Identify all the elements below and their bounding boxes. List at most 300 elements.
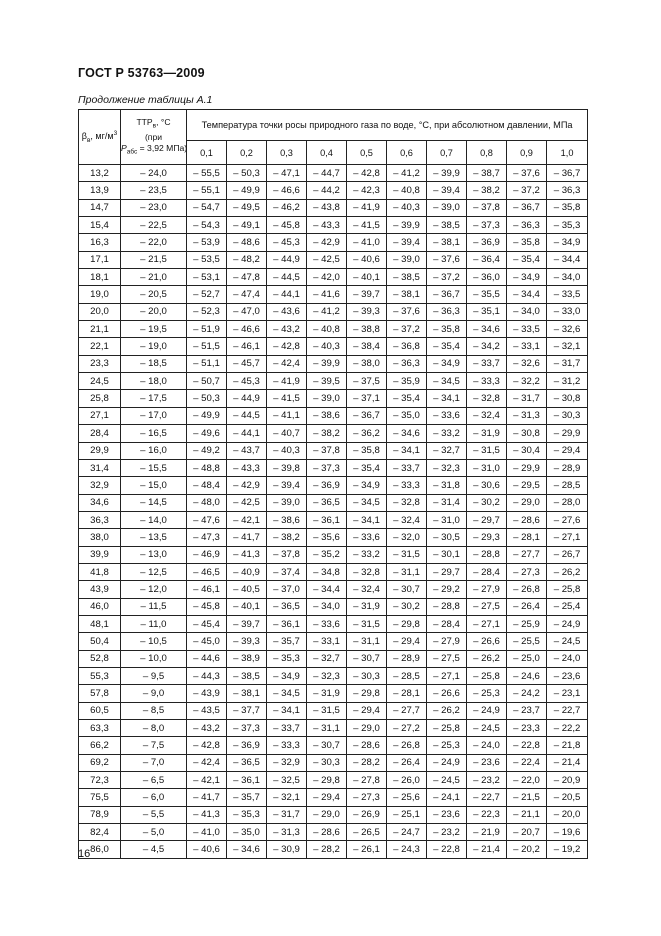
cell-dew-point: – 36,4 <box>467 251 507 268</box>
table-row <box>79 841 588 858</box>
cell-dew-point: – 37,6 <box>387 303 427 320</box>
cell-dew-point: – 26,9 <box>347 806 387 823</box>
cell-dew-point: – 46,1 <box>227 338 267 355</box>
cell-dew-point: – 50,3 <box>187 390 227 407</box>
cell-dew-point: – 30,2 <box>387 598 427 615</box>
cell-dew-point: – 46,9 <box>187 546 227 563</box>
cell-dew-point: – 34,1 <box>267 702 307 719</box>
cell-dew-point: – 26,2 <box>467 650 507 667</box>
cell-ttr: – 15,0 <box>121 477 187 494</box>
cell-dew-point: – 40,1 <box>227 598 267 615</box>
cell-dew-point: – 52,3 <box>187 303 227 320</box>
cell-ttr: – 4,5 <box>121 841 187 858</box>
cell-dew-point: – 32,0 <box>387 529 427 546</box>
cell-dew-point: – 31,9 <box>467 425 507 442</box>
cell-ttr: – 10,0 <box>121 650 187 667</box>
cell-dew-point: – 36,2 <box>347 425 387 442</box>
cell-dew-point: – 30,4 <box>507 442 547 459</box>
cell-beta: 13,2 <box>79 165 121 182</box>
table-row <box>79 598 588 615</box>
cell-dew-point: – 54,3 <box>187 217 227 234</box>
cell-dew-point: – 38,6 <box>307 407 347 424</box>
cell-dew-point: – 22,8 <box>427 841 467 858</box>
cell-dew-point: – 32,6 <box>507 355 547 372</box>
cell-dew-point: – 26,8 <box>387 737 427 754</box>
cell-dew-point: – 29,4 <box>347 702 387 719</box>
cell-dew-point: – 33,0 <box>547 303 588 320</box>
cell-dew-point: – 30,1 <box>427 546 467 563</box>
cell-dew-point: – 27,8 <box>347 772 387 789</box>
cell-dew-point: – 46,2 <box>267 199 307 216</box>
cell-dew-point: – 36,9 <box>227 737 267 754</box>
cell-dew-point: – 35,4 <box>427 338 467 355</box>
cell-dew-point: – 26,0 <box>387 772 427 789</box>
cell-dew-point: – 37,8 <box>307 442 347 459</box>
table-row <box>79 650 588 667</box>
cell-dew-point: – 35,0 <box>387 407 427 424</box>
cell-dew-point: – 36,3 <box>547 182 588 199</box>
pressure-header-cell: 0,2 <box>227 141 267 165</box>
cell-dew-point: – 29,5 <box>507 477 547 494</box>
cell-dew-point: – 39,3 <box>347 303 387 320</box>
cell-dew-point: – 33,3 <box>467 373 507 390</box>
table-row <box>79 459 588 476</box>
cell-dew-point: – 37,2 <box>427 269 467 286</box>
cell-beta: 69,2 <box>79 754 121 771</box>
dew-point-table <box>78 109 588 859</box>
table-row <box>79 511 588 528</box>
cell-dew-point: – 25,4 <box>547 598 588 615</box>
cell-dew-point: – 20,9 <box>547 772 588 789</box>
cell-dew-point: – 30,8 <box>547 390 588 407</box>
cell-dew-point: – 24,5 <box>467 720 507 737</box>
cell-dew-point: – 31,5 <box>387 546 427 563</box>
cell-dew-point: – 29,9 <box>547 425 588 442</box>
cell-beta: 66,2 <box>79 737 121 754</box>
cell-dew-point: – 32,8 <box>467 390 507 407</box>
cell-dew-point: – 34,0 <box>507 303 547 320</box>
cell-dew-point: – 44,1 <box>267 286 307 303</box>
cell-dew-point: – 36,5 <box>267 598 307 615</box>
table-row <box>79 321 588 338</box>
cell-dew-point: – 32,5 <box>267 772 307 789</box>
cell-dew-point: – 43,2 <box>267 321 307 338</box>
cell-dew-point: – 33,5 <box>507 321 547 338</box>
cell-dew-point: – 24,9 <box>467 702 507 719</box>
cell-dew-point: – 27,3 <box>347 789 387 806</box>
cell-dew-point: – 32,1 <box>267 789 307 806</box>
cell-dew-point: – 47,1 <box>267 165 307 182</box>
cell-ttr: – 8,0 <box>121 720 187 737</box>
cell-dew-point: – 36,1 <box>227 772 267 789</box>
cell-ttr: – 24,0 <box>121 165 187 182</box>
cell-dew-point: – 31,0 <box>467 459 507 476</box>
cell-dew-point: – 34,9 <box>507 269 547 286</box>
table-row <box>79 806 588 823</box>
cell-dew-point: – 37,7 <box>227 702 267 719</box>
cell-dew-point: – 24,7 <box>387 824 427 841</box>
cell-dew-point: – 22,3 <box>467 806 507 823</box>
cell-dew-point: – 32,2 <box>507 373 547 390</box>
cell-dew-point: – 19,6 <box>547 824 588 841</box>
cell-dew-point: – 35,7 <box>227 789 267 806</box>
cell-ttr: – 14,5 <box>121 494 187 511</box>
cell-dew-point: – 30,3 <box>307 754 347 771</box>
cell-dew-point: – 34,9 <box>267 667 307 684</box>
cell-dew-point: – 30,8 <box>507 425 547 442</box>
cell-dew-point: – 31,0 <box>427 511 467 528</box>
cell-dew-point: – 39,0 <box>387 251 427 268</box>
cell-dew-point: – 41,9 <box>347 199 387 216</box>
cell-dew-point: – 21,1 <box>507 806 547 823</box>
cell-dew-point: – 48,8 <box>187 459 227 476</box>
cell-dew-point: – 28,2 <box>347 754 387 771</box>
table-row <box>79 789 588 806</box>
cell-dew-point: – 29,4 <box>547 442 588 459</box>
cell-dew-point: – 28,9 <box>387 650 427 667</box>
cell-dew-point: – 44,3 <box>187 667 227 684</box>
cell-dew-point: – 25,0 <box>507 650 547 667</box>
cell-dew-point: – 27,6 <box>547 511 588 528</box>
cell-ttr: – 11,0 <box>121 615 187 632</box>
cell-dew-point: – 42,9 <box>307 234 347 251</box>
cell-beta: 16,3 <box>79 234 121 251</box>
cell-dew-point: – 31,4 <box>427 494 467 511</box>
cell-dew-point: – 40,8 <box>387 182 427 199</box>
cell-dew-point: – 28,1 <box>387 685 427 702</box>
cell-dew-point: – 51,5 <box>187 338 227 355</box>
cell-dew-point: – 40,3 <box>307 338 347 355</box>
cell-dew-point: – 48,0 <box>187 494 227 511</box>
table-row <box>79 581 588 598</box>
cell-dew-point: – 40,3 <box>267 442 307 459</box>
cell-dew-point: – 40,6 <box>347 251 387 268</box>
cell-dew-point: – 31,7 <box>507 390 547 407</box>
table-row <box>79 182 588 199</box>
cell-dew-point: – 37,3 <box>467 217 507 234</box>
cell-dew-point: – 40,7 <box>267 425 307 442</box>
cell-dew-point: – 28,5 <box>547 477 588 494</box>
cell-dew-point: – 53,9 <box>187 234 227 251</box>
cell-dew-point: – 42,1 <box>187 772 227 789</box>
cell-dew-point: – 41,5 <box>347 217 387 234</box>
cell-dew-point: – 20,7 <box>507 824 547 841</box>
cell-beta: 15,4 <box>79 217 121 234</box>
cell-dew-point: – 41,7 <box>187 789 227 806</box>
cell-dew-point: – 34,5 <box>427 373 467 390</box>
cell-dew-point: – 44,5 <box>227 407 267 424</box>
cell-dew-point: – 33,2 <box>347 546 387 563</box>
cell-dew-point: – 34,0 <box>307 598 347 615</box>
cell-dew-point: – 34,5 <box>267 685 307 702</box>
cell-dew-point: – 51,1 <box>187 355 227 372</box>
cell-dew-point: – 28,5 <box>387 667 427 684</box>
cell-dew-point: – 43,3 <box>227 459 267 476</box>
cell-dew-point: – 35,7 <box>267 633 307 650</box>
cell-dew-point: – 26,1 <box>347 841 387 858</box>
cell-dew-point: – 29,2 <box>427 581 467 598</box>
cell-dew-point: – 33,6 <box>307 615 347 632</box>
cell-dew-point: – 36,7 <box>347 407 387 424</box>
cell-dew-point: – 36,3 <box>427 303 467 320</box>
cell-dew-point: – 34,5 <box>347 494 387 511</box>
pressure-header-cell: 0,7 <box>427 141 467 165</box>
cell-ttr: – 13,0 <box>121 546 187 563</box>
cell-dew-point: – 29,0 <box>347 720 387 737</box>
cell-dew-point: – 30,9 <box>267 841 307 858</box>
cell-dew-point: – 22,7 <box>547 702 588 719</box>
cell-dew-point: – 35,4 <box>507 251 547 268</box>
cell-dew-point: – 27,1 <box>547 529 588 546</box>
cell-dew-point: – 33,3 <box>387 477 427 494</box>
cell-dew-point: – 35,0 <box>227 824 267 841</box>
cell-dew-point: – 35,4 <box>347 459 387 476</box>
cell-dew-point: – 36,8 <box>387 338 427 355</box>
cell-dew-point: – 42,8 <box>187 737 227 754</box>
cell-dew-point: – 22,4 <box>507 754 547 771</box>
cell-dew-point: – 33,7 <box>467 355 507 372</box>
cell-dew-point: – 36,9 <box>467 234 507 251</box>
cell-dew-point: – 32,3 <box>307 667 347 684</box>
cell-ttr: – 18,0 <box>121 373 187 390</box>
cell-dew-point: – 28,6 <box>307 824 347 841</box>
pressure-header-cell: 0,6 <box>387 141 427 165</box>
cell-beta: 25,8 <box>79 390 121 407</box>
cell-dew-point: – 25,8 <box>547 581 588 598</box>
cell-dew-point: – 45,8 <box>267 217 307 234</box>
cell-dew-point: – 29,4 <box>307 789 347 806</box>
cell-dew-point: – 37,3 <box>307 459 347 476</box>
cell-dew-point: – 27,1 <box>427 667 467 684</box>
cell-dew-point: – 31,5 <box>347 615 387 632</box>
cell-dew-point: – 49,5 <box>227 199 267 216</box>
cell-dew-point: – 24,0 <box>547 650 588 667</box>
cell-dew-point: – 24,5 <box>427 772 467 789</box>
cell-dew-point: – 34,9 <box>347 477 387 494</box>
table-row <box>79 303 588 320</box>
table-row <box>79 338 588 355</box>
cell-dew-point: – 29,8 <box>347 685 387 702</box>
cell-dew-point: – 35,2 <box>307 546 347 563</box>
cell-dew-point: – 40,1 <box>347 269 387 286</box>
cell-dew-point: – 44,9 <box>227 390 267 407</box>
cell-dew-point: – 43,2 <box>187 720 227 737</box>
cell-dew-point: – 48,2 <box>227 251 267 268</box>
cell-beta: 32,9 <box>79 477 121 494</box>
cell-dew-point: – 26,5 <box>347 824 387 841</box>
cell-ttr: – 6,0 <box>121 789 187 806</box>
cell-dew-point: – 39,9 <box>387 217 427 234</box>
cell-dew-point: – 24,5 <box>547 633 588 650</box>
cell-dew-point: – 33,2 <box>427 425 467 442</box>
cell-dew-point: – 30,7 <box>387 581 427 598</box>
cell-dew-point: – 37,8 <box>267 546 307 563</box>
cell-dew-point: – 19,2 <box>547 841 588 858</box>
cell-dew-point: – 26,2 <box>547 563 588 580</box>
table-row <box>79 667 588 684</box>
cell-dew-point: – 30,7 <box>307 737 347 754</box>
cell-dew-point: – 39,7 <box>347 286 387 303</box>
cell-dew-point: – 31,1 <box>387 563 427 580</box>
cell-dew-point: – 27,9 <box>427 633 467 650</box>
cell-dew-point: – 46,1 <box>187 581 227 598</box>
cell-dew-point: – 41,6 <box>307 286 347 303</box>
cell-dew-point: – 31,3 <box>267 824 307 841</box>
cell-dew-point: – 23,2 <box>467 772 507 789</box>
cell-ttr: – 7,5 <box>121 737 187 754</box>
cell-dew-point: – 31,5 <box>467 442 507 459</box>
cell-dew-point: – 46,6 <box>267 182 307 199</box>
cell-dew-point: – 42,9 <box>227 477 267 494</box>
cell-dew-point: – 30,3 <box>347 667 387 684</box>
pressure-header-cell: 0,5 <box>347 141 387 165</box>
cell-dew-point: – 43,6 <box>267 303 307 320</box>
cell-ttr: – 19,5 <box>121 321 187 338</box>
document-header: ГОСТ Р 53763—2009 <box>78 66 205 80</box>
cell-dew-point: – 42,8 <box>347 165 387 182</box>
table-row <box>79 529 588 546</box>
cell-dew-point: – 25,5 <box>507 633 547 650</box>
cell-ttr: – 9,5 <box>121 667 187 684</box>
cell-dew-point: – 45,0 <box>187 633 227 650</box>
table-row <box>79 494 588 511</box>
cell-beta: 50,4 <box>79 633 121 650</box>
cell-beta: 23,3 <box>79 355 121 372</box>
cell-dew-point: – 27,9 <box>467 581 507 598</box>
cell-ttr: – 23,0 <box>121 199 187 216</box>
cell-beta: 17,1 <box>79 251 121 268</box>
cell-ttr: – 7,0 <box>121 754 187 771</box>
cell-dew-point: – 41,0 <box>347 234 387 251</box>
table-row <box>79 477 588 494</box>
cell-beta: 86,0 <box>79 841 121 858</box>
cell-dew-point: – 36,1 <box>307 511 347 528</box>
cell-dew-point: – 39,4 <box>427 182 467 199</box>
table-row <box>79 269 588 286</box>
cell-dew-point: – 23,6 <box>427 806 467 823</box>
cell-dew-point: – 54,7 <box>187 199 227 216</box>
cell-dew-point: – 44,7 <box>307 165 347 182</box>
table-row <box>79 390 588 407</box>
cell-dew-point: – 25,3 <box>427 737 467 754</box>
cell-ttr: – 23,5 <box>121 182 187 199</box>
pressure-header-cell: 0,4 <box>307 141 347 165</box>
cell-dew-point: – 42,0 <box>307 269 347 286</box>
cell-dew-point: – 32,4 <box>387 511 427 528</box>
cell-dew-point: – 50,3 <box>227 165 267 182</box>
cell-dew-point: – 41,2 <box>307 303 347 320</box>
cell-dew-point: – 34,1 <box>387 442 427 459</box>
cell-dew-point: – 33,6 <box>347 529 387 546</box>
pressure-header-cell: 0,1 <box>187 141 227 165</box>
cell-dew-point: – 39,7 <box>227 615 267 632</box>
cell-dew-point: – 28,1 <box>507 529 547 546</box>
cell-dew-point: – 40,9 <box>227 563 267 580</box>
cell-dew-point: – 42,3 <box>347 182 387 199</box>
cell-dew-point: – 29,7 <box>427 563 467 580</box>
cell-dew-point: – 33,7 <box>387 459 427 476</box>
cell-dew-point: – 37,5 <box>347 373 387 390</box>
cell-dew-point: – 46,6 <box>227 321 267 338</box>
cell-dew-point: – 24,1 <box>427 789 467 806</box>
cell-ttr: – 14,0 <box>121 511 187 528</box>
cell-dew-point: – 35,8 <box>347 442 387 459</box>
cell-dew-point: – 21,4 <box>467 841 507 858</box>
cell-dew-point: – 21,8 <box>547 737 588 754</box>
cell-ttr: – 22,5 <box>121 217 187 234</box>
cell-dew-point: – 29,8 <box>387 615 427 632</box>
cell-dew-point: – 34,0 <box>547 269 588 286</box>
cell-dew-point: – 25,8 <box>427 720 467 737</box>
cell-dew-point: – 38,1 <box>227 685 267 702</box>
cell-dew-point: – 27,5 <box>467 598 507 615</box>
cell-dew-point: – 32,1 <box>547 338 588 355</box>
cell-dew-point: – 36,9 <box>307 477 347 494</box>
cell-dew-point: – 47,0 <box>227 303 267 320</box>
cell-dew-point: – 47,4 <box>227 286 267 303</box>
cell-dew-point: – 20,5 <box>547 789 588 806</box>
cell-dew-point: – 20,0 <box>547 806 588 823</box>
cell-dew-point: – 42,8 <box>267 338 307 355</box>
cell-dew-point: – 27,1 <box>467 615 507 632</box>
pressure-header-cell: 1,0 <box>547 141 588 165</box>
cell-dew-point: – 37,3 <box>227 720 267 737</box>
cell-dew-point: – 44,5 <box>267 269 307 286</box>
cell-dew-point: – 21,5 <box>507 789 547 806</box>
cell-beta: 22,1 <box>79 338 121 355</box>
cell-beta: 57,8 <box>79 685 121 702</box>
cell-dew-point: – 26,6 <box>427 685 467 702</box>
table-row <box>79 355 588 372</box>
cell-dew-point: – 38,9 <box>227 650 267 667</box>
cell-dew-point: – 45,3 <box>267 234 307 251</box>
cell-dew-point: – 51,9 <box>187 321 227 338</box>
cell-dew-point: – 38,2 <box>267 529 307 546</box>
cell-dew-point: – 47,6 <box>187 511 227 528</box>
cell-dew-point: – 38,2 <box>467 182 507 199</box>
cell-dew-point: – 39,9 <box>307 355 347 372</box>
table-row <box>79 425 588 442</box>
cell-dew-point: – 35,1 <box>467 303 507 320</box>
cell-ttr: – 15,5 <box>121 459 187 476</box>
cell-dew-point: – 40,5 <box>227 581 267 598</box>
cell-dew-point: – 24,9 <box>427 754 467 771</box>
table-row <box>79 165 588 182</box>
cell-dew-point: – 34,4 <box>507 286 547 303</box>
cell-ttr: – 19,0 <box>121 338 187 355</box>
cell-dew-point: – 25,8 <box>467 667 507 684</box>
column-group-header: Температура точки росы природного газа по воде, °С, при абсолютном давлении, МПа <box>187 110 588 141</box>
cell-beta: 75,5 <box>79 789 121 806</box>
cell-dew-point: – 37,8 <box>467 199 507 216</box>
cell-ttr: – 17,5 <box>121 390 187 407</box>
cell-beta: 24,5 <box>79 373 121 390</box>
table-row <box>79 615 588 632</box>
cell-ttr: – 21,0 <box>121 269 187 286</box>
cell-beta: 82,4 <box>79 824 121 841</box>
cell-dew-point: – 40,6 <box>187 841 227 858</box>
cell-beta: 19,0 <box>79 286 121 303</box>
cell-dew-point: – 22,2 <box>547 720 588 737</box>
cell-dew-point: – 41,9 <box>267 373 307 390</box>
cell-dew-point: – 44,2 <box>307 182 347 199</box>
table-row <box>79 199 588 216</box>
cell-dew-point: – 49,6 <box>187 425 227 442</box>
table-row <box>79 737 588 754</box>
cell-dew-point: – 34,1 <box>347 511 387 528</box>
cell-dew-point: – 29,4 <box>387 633 427 650</box>
table-row <box>79 407 588 424</box>
